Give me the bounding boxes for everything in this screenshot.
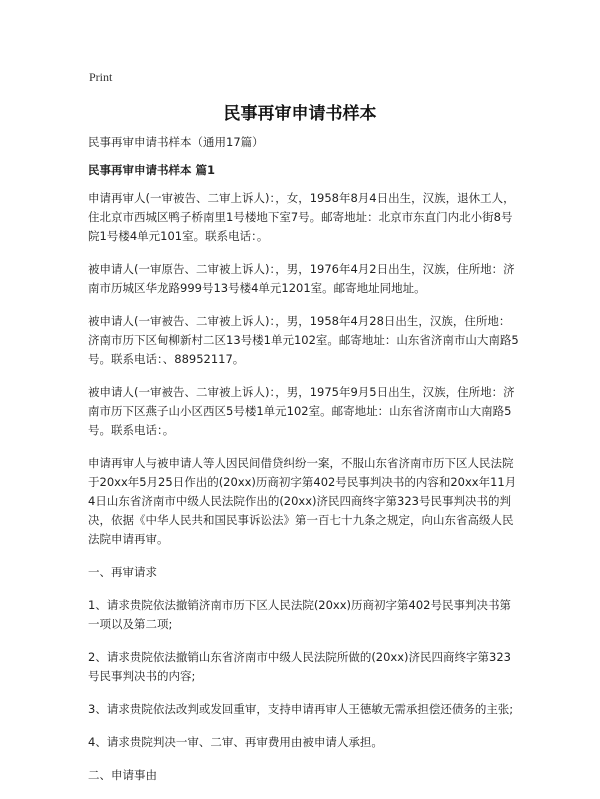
document-body: [88, 133, 520, 799]
paragraph-case-summary: 申请再审人与被申请人等人因民间借贷纠纷一案，不服山东省济南市历下区人民法院于20xx年5月25日作出的(20xx)历商初字第402号民事判决书的内容和20xx年11月4日山东省济南市中级人民法院作出的(20xx)济民四商终字第323号民事判决书的判决，依据《中华人民共和国民事诉讼法》第一百七十九条之规定，向山东省高级人民法院申请再审。: [88, 456, 517, 546]
print-link[interactable]: Print: [89, 70, 113, 84]
request-item-4: 4、请求贵院判决一审、二审、再审费用由被申请人承担。: [88, 735, 383, 749]
document-title: 民事再审申请书样本: [223, 104, 377, 124]
request-item-3: 3、请求贵院依法改判或发回重审，支持申请再审人王德敏无需承担偿还债务的主张;: [88, 702, 514, 716]
paragraph-respondent-2: 被申请人(一审被告、二审被上诉人)：，男，1958年4月28日出生，汉族，住所地：济南市历下区甸柳新村二区13号楼1单元102室。邮寄地址：山东省济南市山大南路5号。联系电话：、88952117。: [88, 314, 519, 366]
paragraph-applicant: 申请再审人(一审被告、二审上诉人)：，女，1958年8月4日出生，汉族，退休工人，住北京市西城区鸭子桥南里1号楼地下室7号。邮寄地址：北京市东直门内北小街8号院1号楼4单元101室。联系电话：。: [88, 191, 515, 243]
request-item-1: 1、请求贵院依法撤销济南市历下区人民法院(20xx)历商初字第402号民事判决书第一项以及第二项;: [88, 598, 511, 631]
heading-requests: 一、再审请求: [88, 565, 157, 579]
heading-reasons: 二、申请事由: [88, 768, 157, 782]
section-heading: 民事再审申请书样本 篇1: [88, 163, 216, 177]
paragraph-respondent-3: 被申请人(一审被告、二审被上诉人)：，男，1975年9月5日出生，汉族，住所地：济南市历下区燕子山小区西区5号楼1单元102室。邮寄地址：山东省济南市山大南路5号。联系电话：。: [88, 385, 515, 437]
paragraph-respondent-1: 被申请人(一审原告、二审被上诉人)：，男，1976年4月2日出生，汉族，住所地：济南市历城区华龙路999号13号楼4单元1201室。邮寄地址同地址。: [88, 262, 515, 295]
document-subtitle: 民事再审申请书样本（通用17篇）: [88, 135, 264, 149]
request-item-2: 2、请求贵院依法撤销山东省济南市中级人民法院所做的(20xx)济民四商终字第323号民事判决书的内容;: [88, 650, 511, 683]
